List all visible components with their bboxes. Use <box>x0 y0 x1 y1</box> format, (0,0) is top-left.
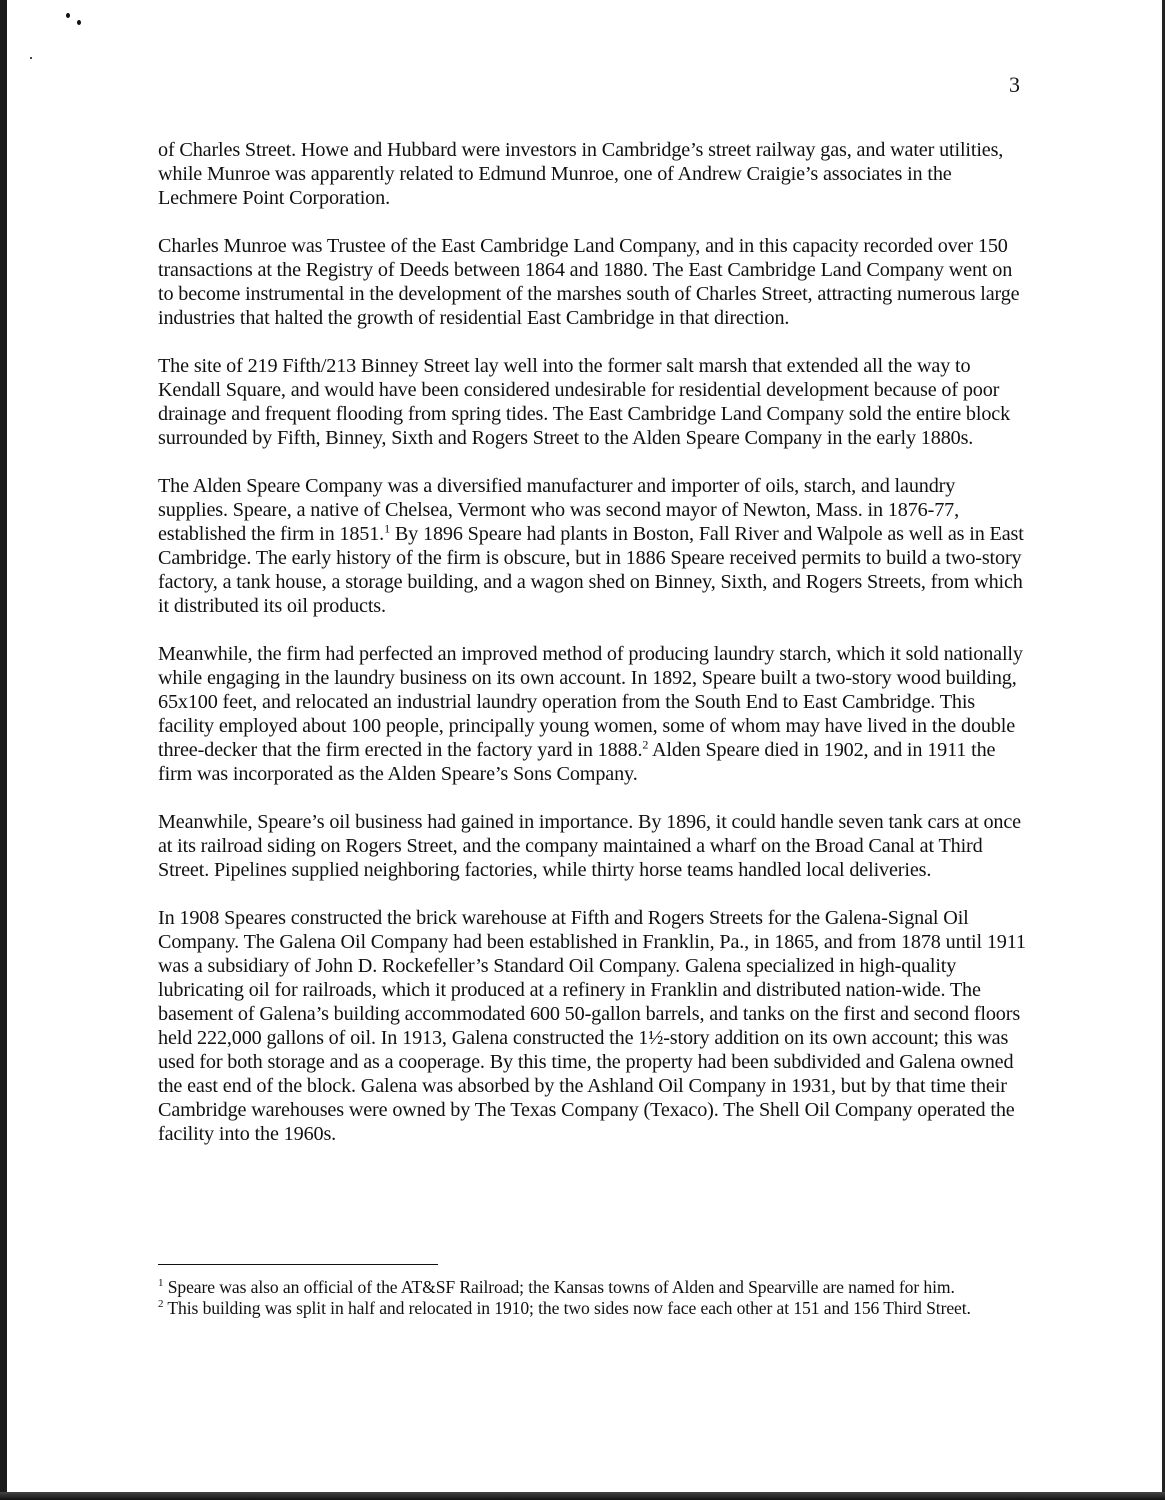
paragraph-5-text-b: Alden Speare died in 1902, and in 1911 the firm was incorporated as the Alden Speare’s Sons Company. <box>158 739 996 785</box>
footnote-1-number: 1 <box>158 1277 164 1290</box>
scan-speck <box>77 20 81 25</box>
footnote-2-number: 2 <box>158 1298 164 1311</box>
page-number: 3 <box>1009 72 1020 97</box>
footnote-separator <box>158 1264 438 1265</box>
scan-bottom-edge <box>0 1492 1165 1500</box>
paragraph-6: Meanwhile, Speare’s oil business had gained in importance. By 1896, it could handle seven tank cars at once at its railroad siding on Rogers Street, and the company maintained a wharf on the Broad Canal at Third Street. Pipelines supplied neighboring factories, while thirty horse teams handled local deliveries. <box>158 811 1021 881</box>
footnotes <box>158 1277 1018 1319</box>
footnote-1 <box>158 1277 1018 1298</box>
paragraph-4 <box>158 474 1028 618</box>
footnote-2-text: This building was split in half and relocated in 1910; the two sides now face each other at 151 and 156 Third Street. <box>163 1298 971 1318</box>
scan-left-edge <box>0 0 7 1500</box>
paragraph-3: The site of 219 Fifth/213 Binney Street lay well into the former salt marsh that extended all the way to Kendall Square, and would have been considered undesirable for residential development because of poor drainage and frequent flooding from spring tides. The East Cambridge Land Company sold the entire block surrounded by Fifth, Binney, Sixth and Rogers Street to the Alden Speare Company in the early 1880s. <box>158 355 1011 449</box>
paragraph-7: In 1908 Speares constructed the brick warehouse at Fifth and Rogers Streets for the Galena-Signal Oil Company. The Galena Oil Company had been established in Franklin, Pa., in 1865, and from 1878 until 1911 was a subsidiary of John D. Rockefeller’s Standard Oil Company. Galena specialized in high-quality lubricating oil for railroads, which it produced at a refinery in Franklin and distributed nation-wide. The basement of Galena’s building accommodated 600 50-gallon barrels, and tanks on the first and second floors held 222,000 gallons of oil. In 1913, Galena constructed the 1½-story addition on its own account; this was used for both storage and as a cooperage. By this time, the property had been subdivided and Galena owned the east end of the block. Galena was absorbed by the Ashland Oil Company in 1931, but by that time their Cambridge warehouses were owned by The Texas Company (Texaco). The Shell Oil Company operated the facility into the 1960s. <box>158 907 1026 1145</box>
paragraph-5 <box>158 642 1028 786</box>
document-body <box>158 138 1028 1170</box>
paragraph-2: Charles Munroe was Trustee of the East Cambridge Land Company, and in this capacity recorded over 150 transactions at the Registry of Deeds between 1864 and 1880. The East Cambridge Land Company went on to become instrumental in the development of the marshes south of Charles Street, attracting numerous large industries that halted the growth of residential East Cambridge in that direction. <box>158 235 1020 329</box>
scan-speck <box>30 57 32 59</box>
paragraph-5-text-a: Meanwhile, the firm had perfected an improved method of producing laundry starch, which it sold nationally while engaging in the laundry business on its own account. In 1892, Speare built a two-story wood building, 65x100 feet, and relocated an industrial laundry operation from the South End to East Cambridge. This facility employed about 100 people, principally young women, some of whom may have lived in the double three-decker that the firm erected in the factory yard in 1888. <box>158 643 1023 761</box>
footnote-ref-1[interactable]: 1 <box>384 521 390 536</box>
paragraph-1: of Charles Street. Howe and Hubbard were investors in Cambridge’s street railway gas, and water utilities, while Munroe was apparently related to Edmund Munroe, one of Andrew Craigie’s associates in the Lechmere Point Corporation. <box>158 139 1004 209</box>
paragraph-4-text-b: By 1896 Speare had plants in Boston, Fall River and Walpole as well as in East Cambridge. The early history of the firm is obscure, but in 1886 Speare received permits to build a two-story factory, a tank house, a storage building, and a wagon shed on Binney, Sixth, and Rogers Streets, from which it distributed its oil products. <box>158 523 1024 617</box>
footnote-2 <box>158 1298 1018 1319</box>
footnote-ref-2[interactable]: 2 <box>642 737 649 752</box>
paragraph-4-text-a: The Alden Speare Company was a diversified manufacturer and importer of oils, starch, and laundry supplies. Speare, a native of Chelsea, Vermont who was second mayor of Newton, Mass. in 1876-77, established the firm in 1851. <box>158 475 959 545</box>
footnote-1-text: Speare was also an official of the AT&SF Railroad; the Kansas towns of Alden and Spearville are named for him. <box>163 1277 955 1297</box>
scan-speck <box>66 13 70 18</box>
